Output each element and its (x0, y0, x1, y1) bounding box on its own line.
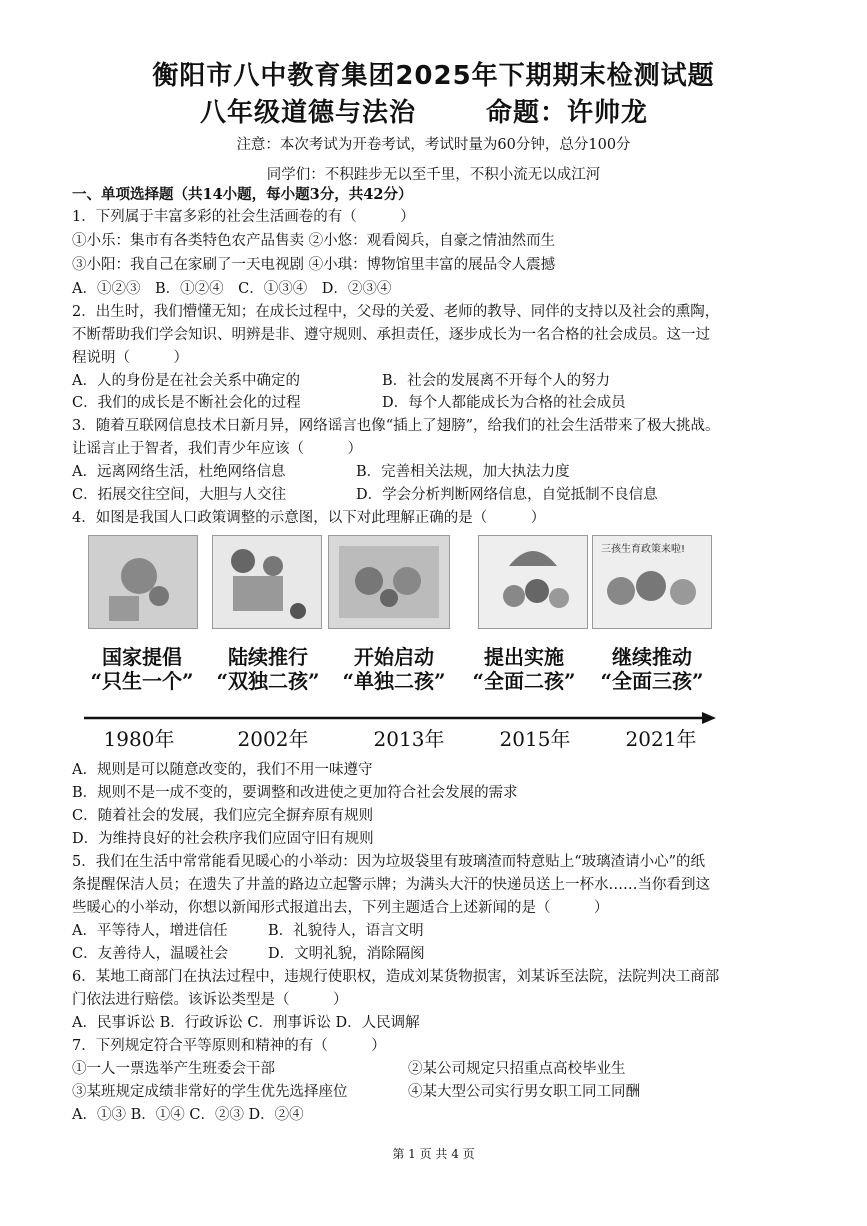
q2-option-c: C．我们的成长是不断社会化的过程 (72, 395, 301, 411)
motto: 同学们：不积跬步无以至千里，不积小流无以成江河 (266, 167, 601, 183)
q7-item-4: ④某大型公司实行男女职工同工同酬 (408, 1084, 640, 1100)
stage-4-action: 提出实施 (484, 645, 564, 669)
stage-5-policy: “全面三孩” (600, 669, 704, 693)
policy-illustration-2015 (478, 535, 588, 629)
q1-item-line-1: ①小乐：集市有各类特色农产品售卖 ②小悠：观看阅兵，自豪之情油然而生 (72, 233, 556, 249)
q4-option-c: C．随着社会的发展，我们应完全摒弃原有规则 (72, 808, 374, 824)
q5-option-c: C．友善待人，温暖社会 (72, 946, 229, 962)
q6-stem-line-1: 6．某地工商部门在执法过程中，违规行使职权，造成刘某货物损害，刘某诉至法院，法院判决工商部 (72, 969, 720, 985)
q5-stem-line-3: 些暖心的小举动，你想以新闻形式报道出去，下列主题适合上述新闻的是（ ） (72, 900, 609, 916)
policy-illustration-1980 (88, 535, 198, 629)
population-policy-figure (80, 535, 720, 755)
stage-2-policy: “双独二孩” (216, 669, 320, 693)
q2-stem-line-2: 不断帮助我们学会知识、明辨是非、遵守规则、承担责任，逐步成长为一名合格的社会成员。这一过 (72, 327, 710, 343)
page-footer: 第 1 页 共 4 页 (392, 1147, 475, 1161)
q4-stem: 4．如图是我国人口政策调整的示意图，以下对此理解正确的是（ ） (72, 510, 546, 526)
exam-notice: 注意：本次考试为开卷考试，考试时量为60分钟，总分100分 (236, 137, 631, 153)
q5-option-a: A．平等待人，增进信任 (72, 923, 228, 939)
author-label: 命题：许帅龙 (486, 98, 649, 128)
policy-illustration-2002 (212, 535, 322, 629)
q2-option-b: B．社会的发展离不开每个人的努力 (382, 373, 611, 389)
q5-option-b: B．礼貌待人，语言文明 (268, 923, 424, 939)
q2-option-d: D．每个人都能成长为合格的社会成员 (382, 395, 626, 411)
q1-item-line-2: ③小阳：我自己在家刷了一天电视剧 ④小琪：博物馆里丰富的展品令人震撼 (72, 257, 556, 273)
policy-illustration-2021 (592, 535, 712, 629)
year-label-2021: 2021年 (625, 727, 697, 751)
policy-illustration-2013 (328, 535, 450, 629)
year-label-2013: 2013年 (373, 727, 445, 751)
q2-stem-line-1: 2．出生时，我们懵懂无知；在成长过程中，父母的关爱、老师的教导、同伴的支持以及社会的熏陶， (72, 304, 720, 320)
stage-2-action: 陆续推行 (228, 645, 308, 669)
subject-label: 八年级道德与法治 (200, 98, 417, 128)
stage-3-action: 开始启动 (354, 645, 434, 669)
stage-5-action: 继续推动 (612, 645, 692, 669)
q7-item-1: ①一人一票选举产生班委会干部 (72, 1061, 275, 1077)
q6-options: A．民事诉讼 B．行政诉讼 C．刑事诉讼 D．人民调解 (72, 1015, 420, 1031)
q3-option-c: C．拓展交往空间，大胆与人交往 (72, 487, 287, 503)
q2-option-a: A．人的身份是在社会关系中确定的 (72, 373, 300, 389)
q5-stem-line-2: 条提醒保洁人员；在遗失了井盖的路边立起警示牌；为满头大汗的快递员送上一杯水……当你看到这 (72, 877, 710, 893)
q2-stem-line-3: 程说明（ ） (72, 350, 188, 366)
stage-3-policy: “单独二孩” (342, 669, 446, 693)
stage-1-action: 国家提倡 (102, 645, 182, 669)
q4-option-a: A．规则是可以随意改变的，我们不用一味遵守 (72, 762, 373, 778)
year-label-2002: 2002年 (237, 727, 309, 751)
q7-item-2: ②某公司规定只招重点高校毕业生 (408, 1061, 626, 1077)
q5-option-d: D．文明礼貌，消除隔阂 (268, 946, 425, 962)
year-label-2015: 2015年 (499, 727, 571, 751)
q3-option-a: A．远离网络生活，杜绝网络信息 (72, 464, 286, 480)
q1-options: A．①②③ B．①②④ C．①③④ D．②③④ (72, 281, 392, 297)
q4-option-b: B．规则不是一成不变的，要调整和改进使之更加符合社会发展的需求 (72, 785, 518, 801)
q3-option-b: B．完善相关法规，加大执法力度 (356, 464, 570, 480)
q3-stem-line-1: 3．随着互联网信息技术日新月异，网络谣言也像“插上了翅膀”，给我们的社会生活带来了极大挑战。 (72, 418, 720, 434)
exam-title: 衡阳市八中教育集团2025年下期期末检测试题 (152, 61, 715, 91)
stage-4-policy: “全面二孩” (472, 669, 576, 693)
q7-item-3: ③某班规定成绩非常好的学生优先选择座位 (72, 1084, 348, 1100)
q7-options: A．①③ B．①④ C．②③ D．②④ (72, 1107, 304, 1123)
q7-stem: 7．下列规定符合平等原则和精神的有（ ） (72, 1038, 386, 1054)
subject-line (200, 92, 648, 129)
stage-1-policy: “只生一个” (90, 669, 194, 693)
q4-option-d: D．为维持良好的社会秩序我们应固守旧有规则 (72, 831, 374, 847)
q3-stem-line-2: 让谣言止于智者，我们青少年应该（ ） (72, 441, 362, 457)
speech-bubble: 三孩生育政策来啦! (601, 544, 686, 555)
section-heading: 一、单项选择题（共14小题，每小题3分，共42分） (72, 186, 413, 203)
q3-option-d: D．学会分析判断网络信息，自觉抵制不良信息 (356, 487, 658, 503)
q1-stem: 1．下列属于丰富多彩的社会生活画卷的有（ ） (72, 209, 415, 225)
q6-stem-line-2: 门依法进行赔偿。该诉讼类型是（ ） (72, 992, 348, 1008)
q5-stem-line-1: 5．我们在生活中常常能看见暖心的小举动：因为垃圾袋里有玻璃渣而特意贴上“玻璃渣请小心”的纸 (72, 854, 706, 870)
year-label-1980: 1980年 (103, 727, 175, 751)
